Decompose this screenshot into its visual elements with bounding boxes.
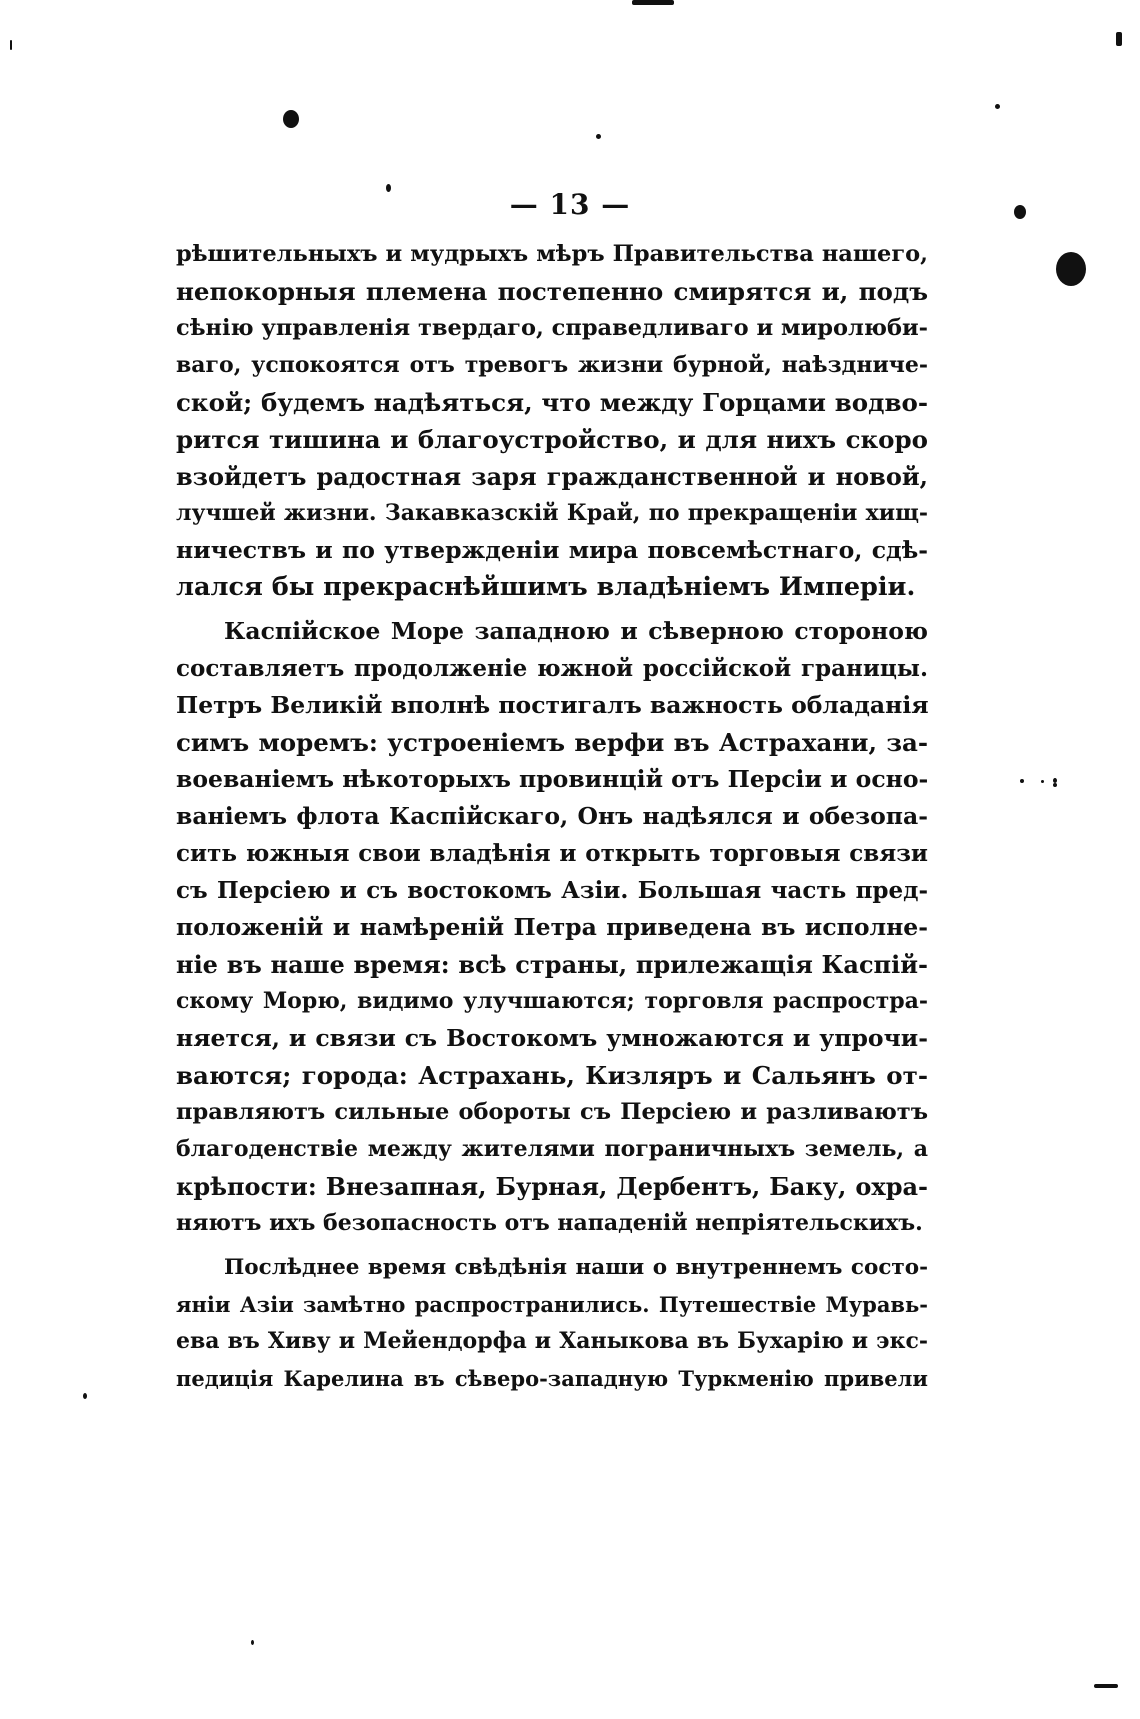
ink-speck xyxy=(1053,783,1057,787)
text-line: съ Персіею и съ востокомъ Азіи. Большая часть пред- xyxy=(176,877,928,904)
paragraph-3 xyxy=(176,1249,928,1397)
text-line: ваніемъ флота Каспійскаго, Онъ надѣялся и обезопа- xyxy=(176,802,928,830)
text-line: ваго, успокоятся отъ тревогъ жизни бурной, наѣздниче- xyxy=(176,352,928,378)
text-line: Послѣднее время свѣдѣнія наши о внутреннемъ состо- xyxy=(224,1255,928,1280)
text-line: взойдетъ радостная заря гражданственной и новой, xyxy=(176,462,928,491)
text-line: няютъ ихъ безопасность отъ нападеній непріятельскихъ. xyxy=(176,1210,923,1236)
text-line: воеваніемъ нѣкоторыхъ провинцій отъ Персіи и осно- xyxy=(176,765,929,793)
text-line: педиція Карелина въ сѣверо-западную Туркменію привели xyxy=(176,1366,928,1391)
text-line: няется, и связи съ Востокомъ умножаются и упрочи- xyxy=(176,1024,928,1052)
text-line: Каспійское Море западною и сѣверною стороною xyxy=(224,617,928,645)
ink-speck xyxy=(1020,779,1024,783)
ink-speck xyxy=(995,104,1000,109)
text-line: лался бы прекраснѣйшимъ владѣніемъ Имперіи. xyxy=(176,572,916,602)
text-line: ваются; города: Астрахань, Кизляръ и Сальянъ от- xyxy=(176,1061,928,1090)
paragraph-2 xyxy=(176,613,928,1242)
text-line: ніе въ наше время: всѣ страны, прилежащія Каспій- xyxy=(176,950,928,979)
ink-blot xyxy=(283,110,299,128)
text-line: яніи Азіи замѣтно распространились. Путешествіе Муравь- xyxy=(176,1292,928,1317)
ink-blot xyxy=(1056,252,1086,286)
body-text xyxy=(176,236,928,1404)
text-line: лучшей жизни. Закавказскій Край, по прекращеніи хищ- xyxy=(176,500,928,526)
text-line: рится тишина и благоустройство, и для нихъ скоро xyxy=(176,425,928,454)
ink-speck xyxy=(1094,1684,1118,1688)
text-line: благоденствіе между жителями пограничныхъ земель, а xyxy=(176,1136,928,1162)
paragraph-1 xyxy=(176,236,928,606)
text-line: ева въ Хиву и Мейендорфа и Ханыкова въ Бухарію и экс- xyxy=(176,1328,928,1354)
ink-speck xyxy=(596,134,601,139)
ink-speck xyxy=(10,40,12,50)
ink-speck xyxy=(251,1640,254,1645)
text-line: рѣшительныхъ и мудрыхъ мѣръ Правительства нашего, xyxy=(176,241,928,267)
text-line: сить южныя свои владѣнія и открыть торговыя связи xyxy=(176,840,928,867)
text-line: составляетъ продолженіе южной россійской границы. xyxy=(176,655,928,682)
text-line: симъ моремъ: устроеніемъ верфи въ Астрахани, за- xyxy=(176,728,928,757)
text-line: ничествъ и по утвержденіи мира повсемѣстнаго, сдѣ- xyxy=(176,536,928,564)
page-number: — 13 — xyxy=(509,188,631,221)
text-line: скому Морю, видимо улучшаются; торговля распростра- xyxy=(176,988,928,1014)
text-line: ской; будемъ надѣяться, что между Горцами водво- xyxy=(176,388,928,417)
ink-speck xyxy=(83,1393,87,1399)
text-line: сѣнію управленія твердаго, справедливаго и миролюби- xyxy=(176,315,928,341)
ink-speck xyxy=(1116,32,1122,46)
text-line: Петръ Великій вполнѣ постигалъ важность обладанія xyxy=(176,691,929,719)
text-line: непокорныя племена постепенно смирятся и, подъ xyxy=(176,277,928,306)
text-line: положеній и намѣреній Петра приведена въ исполне- xyxy=(176,913,928,941)
text-line: правляютъ сильные обороты съ Персіею и разливаютъ xyxy=(176,1099,928,1125)
text-line: крѣпости: Внезапная, Бурная, Дербентъ, Баку, охра- xyxy=(176,1172,928,1201)
ink-speck xyxy=(632,0,674,5)
ink-speck xyxy=(1041,780,1044,783)
ink-speck xyxy=(1053,778,1057,783)
